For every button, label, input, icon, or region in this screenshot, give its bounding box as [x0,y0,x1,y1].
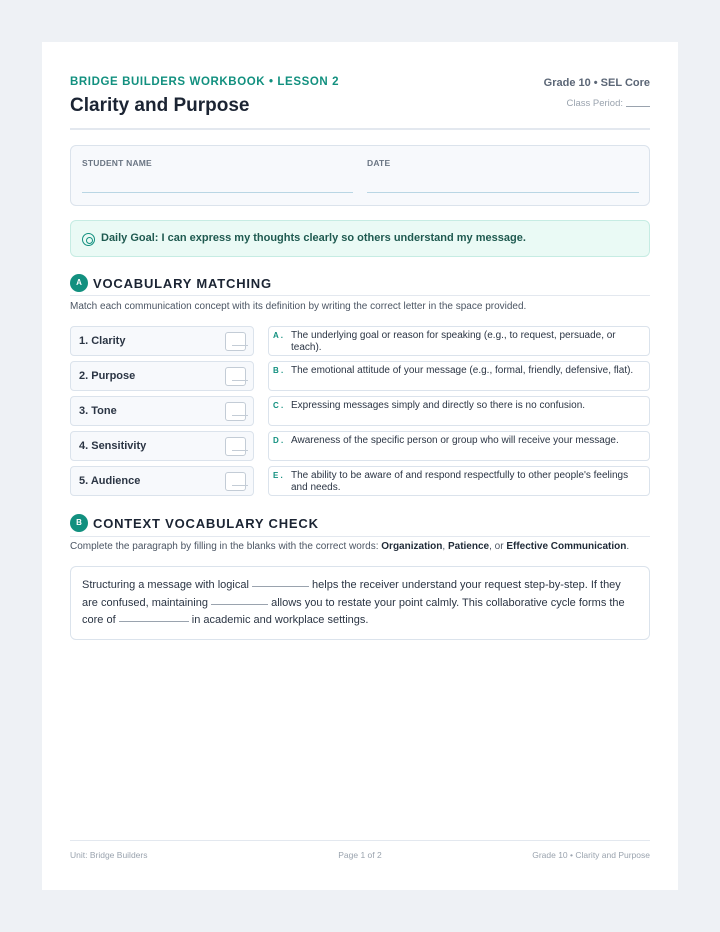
concept-item [70,326,254,356]
class-period-label: Class Period: [566,98,623,109]
page-title: Clarity and Purpose [70,95,250,116]
section-b-badge: B [70,514,88,532]
word-separator: , or [489,541,507,552]
definition-item [268,326,650,356]
definition-item [268,396,650,426]
word-bank-organization: Organization [381,541,443,552]
definition-letter: D . [273,436,284,445]
section-b-title: CONTEXT VOCABULARY CHECK [93,516,319,531]
date-field[interactable] [367,192,639,193]
target-icon [82,233,95,246]
footer-course: Grade 10 • Clarity and Purpose [532,850,650,860]
section-b-description [70,541,629,552]
footer-page-number: Page 1 of 2 [338,850,382,860]
student-info-box [70,145,650,206]
concept-label: 1. Clarity [79,335,126,347]
section-a-description: Match each communication concept with its definition by writing the correct letter in the space provided. [70,301,527,312]
word-separator: , [442,541,448,552]
description-prefix: Complete the paragraph by filling in the blanks with the correct words: [70,541,382,552]
footer-divider [70,840,650,841]
student-name-label: STUDENT NAME [82,158,152,168]
paragraph-text: helps the receiver understand your request step-by-step. If they are confused, maintaining [82,579,621,609]
definition-letter: A . [273,331,283,340]
concept-item [70,361,254,391]
answer-box[interactable] [225,472,246,491]
grade-label: Grade 10 • SEL Core [543,77,650,89]
worksheet-content [70,42,650,890]
date-label: DATE [367,158,391,168]
definition-letter: B . [273,366,284,375]
workbook-eyebrow: BRIDGE BUILDERS WORKBOOK • LESSON 2 [70,76,340,88]
fill-in-paragraph [70,566,650,640]
concept-item [70,466,254,496]
worksheet-page [42,42,678,890]
section-a-badge: A [70,274,88,292]
answer-box[interactable] [225,367,246,386]
definition-text: Expressing messages simply and directly so there is no confusion. [291,400,586,411]
class-period [567,98,651,109]
daily-goal-text: Daily Goal: I can express my thoughts clearly so others understand my message. [101,232,526,244]
paragraph-text: Structuring a message with logical [82,579,252,591]
description-suffix: . [626,541,630,552]
concept-label: 4. Sensitivity [79,440,147,452]
concept-label: 5. Audience [79,475,141,487]
definition-text: The emotional attitude of your message (e.g., formal, friendly, defensive, flat). [291,365,634,376]
footer-unit: Unit: Bridge Builders [70,850,148,860]
section-b-divider [70,536,650,537]
concept-item [70,396,254,426]
fill-blank-3[interactable] [119,621,189,622]
paragraph-text: in academic and workplace settings. [188,614,369,626]
concept-item [70,431,254,461]
definition-text: The underlying goal or reason for speaking (e.g., to request, persuade, or teach). [291,330,616,353]
answer-box[interactable] [225,402,246,421]
fill-blank-1[interactable] [252,586,309,587]
section-a-divider [70,295,650,296]
paragraph-text: allows you to restate your point calmly. This collaborative cycle forms the core of [82,596,625,626]
word-bank-effective-communication: Effective Communication [506,541,627,552]
definition-item [268,361,650,391]
fill-blank-2[interactable] [211,604,268,605]
definition-text: Awareness of the specific person or group who will receive your message. [291,435,619,446]
definition-item [268,431,650,461]
concept-label: 3. Tone [79,405,117,417]
definition-text: The ability to be aware of and respond respectfully to other people's feelings and needs. [291,470,629,493]
definition-letter: E . [273,471,283,480]
answer-box[interactable] [225,332,246,351]
student-name-field[interactable] [82,192,353,193]
concept-label: 2. Purpose [79,370,136,382]
definition-item [268,466,650,496]
class-period-blank[interactable] [626,106,650,107]
section-a-title: VOCABULARY MATCHING [93,276,272,291]
answer-box[interactable] [225,437,246,456]
definition-letter: C . [273,401,284,410]
header-divider [70,128,650,130]
daily-goal-banner [70,220,650,257]
word-bank-patience: Patience [447,541,490,552]
